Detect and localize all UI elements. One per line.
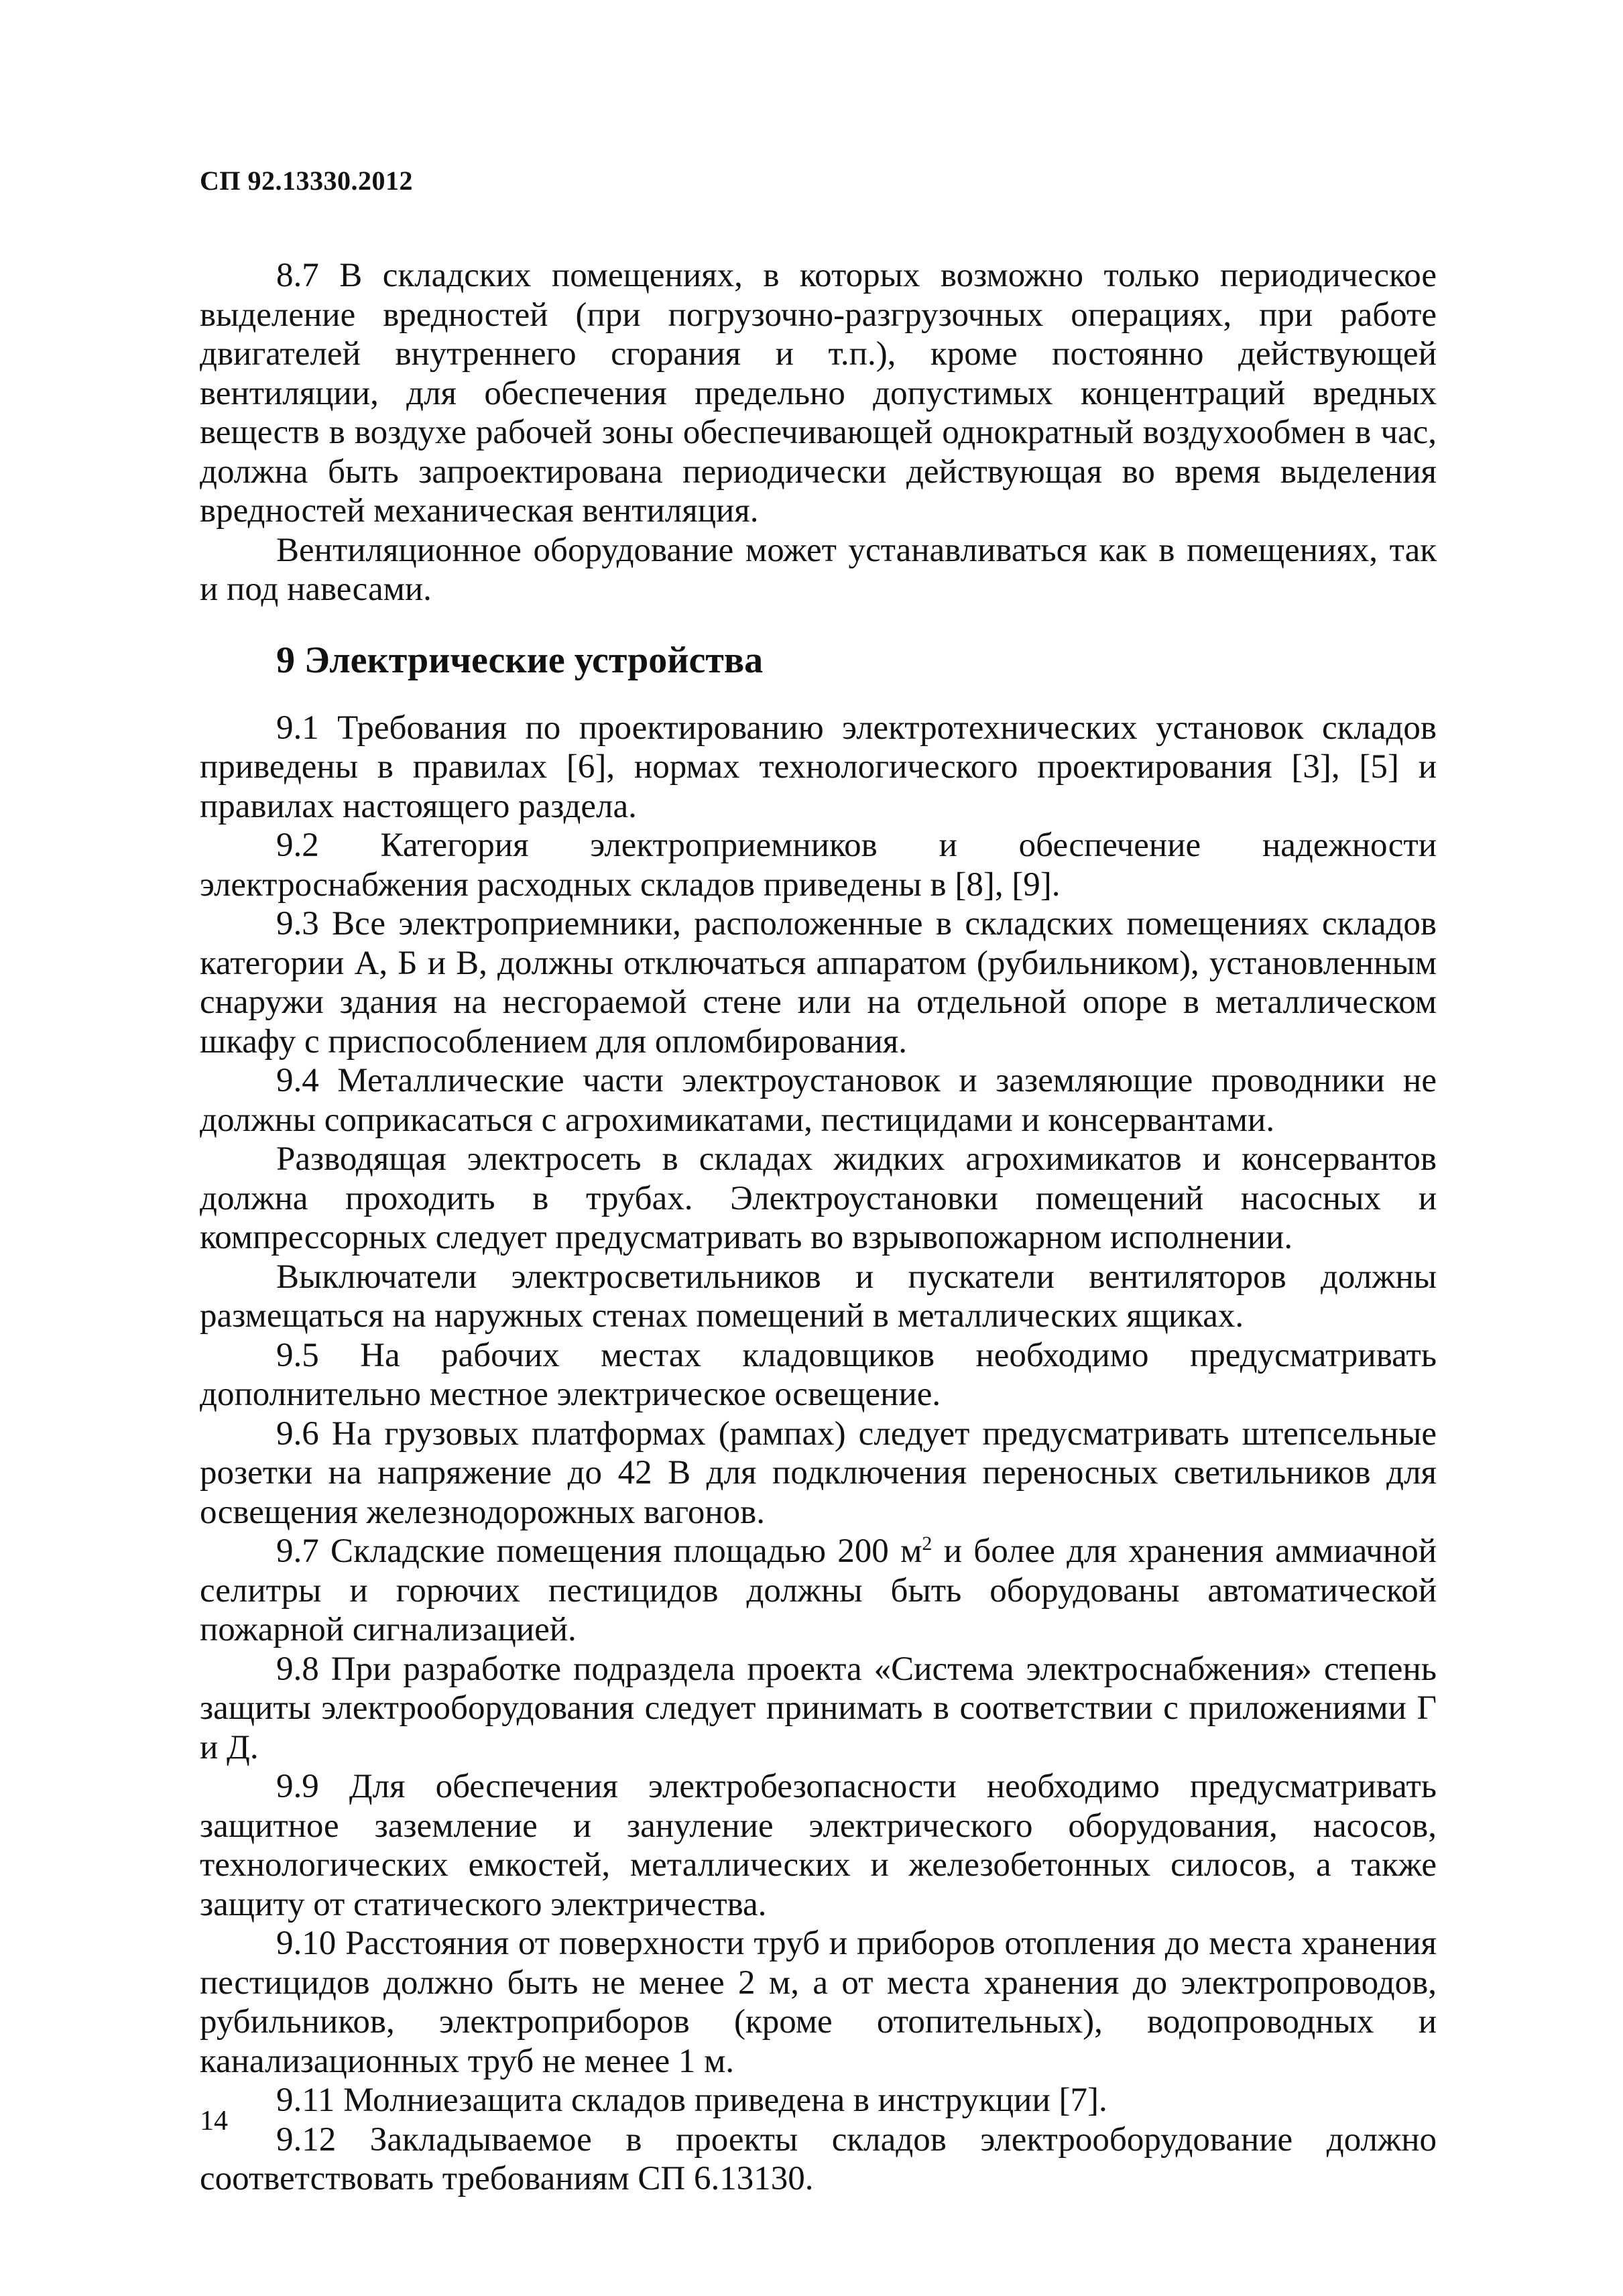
paragraph-9-2: 9.2 Категория электроприемников и обеспечение надежности электроснабжения расходных складов приведены в [8], [9]. <box>200 827 1437 904</box>
paragraph-9-5: 9.5 На рабочих местах кладовщиков необходимо предусматривать дополнительно местное электрическое освещение. <box>200 1336 1437 1413</box>
page-content <box>200 256 1437 2199</box>
section-heading-electrical-devices: 9 Электрические устройства <box>276 639 764 681</box>
paragraph-9-7-text-start: 9.7 Складские помещения площадью 200 м <box>276 1532 922 1570</box>
paragraph-9-8: 9.8 При разработке подраздела проекта «Система электроснабжения» степень защиты электрооборудования следует принимать в соответствии с приложениями Г и Д. <box>200 1650 1437 1766</box>
paragraph-9-4-wiring: Разводящая электросеть в складах жидких агрохимикатов и консервантов должна проходить в трубах. Электроустановки помещений насосных и компрессорных следует предусматривать во взрывопожарном исполнении. <box>200 1140 1437 1256</box>
paragraph-9-10: 9.10 Расстояния от поверхности труб и приборов отопления до места хранения пестицидов должно быть не менее 2 м, а от места хранения до электропроводов, рубильников, электроприборов (кроме отопительных), водопроводных и канализационных труб не менее 1 м. <box>200 1925 1437 2080</box>
square-meter-superscript: 2 <box>922 1532 933 1555</box>
paragraph-8-7-ventilation-equipment: Вентиляционное оборудование может устанавливаться как в помещениях, так и под навесами. <box>200 531 1437 608</box>
paragraph-9-3: 9.3 Все электроприемники, расположенные в складских помещениях складов категории А, Б и В, должны отключаться аппаратом (рубильником), установленным снаружи здания на несгораемой стене или на отдельной опоре в металлическом шкафу с приспособлением для опломбирования. <box>200 905 1437 1061</box>
paragraph-9-11: 9.11 Молниезащита складов приведена в инструкции [7]. <box>276 2081 1107 2119</box>
paragraph-9-4-switches: Выключатели электросветильников и пускатели вентиляторов должны размещаться на наружных стенах помещений в металлических ящиках. <box>200 1258 1437 1335</box>
paragraph-8-7: 8.7 В складских помещениях, в которых возможно только периодическое выделение вредностей (при погрузочно-разгрузочных операциях, при работе двигателей внутреннего сгорания и т.п.), кроме постоянно действующей вентиляции, для обеспечения предельно допустимых концентраций вредных веществ в воздухе рабочей зоны обеспечивающей однократный воздухообмен в час, должна быть запроектирована периодически действующая во время выделения вредностей механическая вентиляция. <box>200 257 1437 530</box>
document-code: СП 92.13330.2012 <box>200 166 413 196</box>
paragraph-9-1: 9.1 Требования по проектированию электротехнических установок складов приведены в правилах [6], нормах технологического проектирования [3], [5] и правилах настоящего раздела. <box>200 709 1437 825</box>
paragraph-9-4: 9.4 Металлические части электроустановок и заземляющие проводники не должны соприкасаться с агрохимикатами, пестицидами и консервантами. <box>200 1062 1437 1139</box>
page-number: 14 <box>200 2106 228 2136</box>
paragraph-9-7 <box>200 1532 1437 1650</box>
paragraph-9-9: 9.9 Для обеспечения электробезопасности необходимо предусматривать защитное заземление и зануление электрического оборудования, насосов, технологических емкостей, металлических и железобетонных силосов, а также защиту от статического электричества. <box>200 1768 1437 1923</box>
paragraph-9-6: 9.6 На грузовых платформах (рампах) следует предусматривать штепсельные розетки на напряжение до 42 В для подключения переносных светильников для освещения железнодорожных вагонов. <box>200 1414 1437 1531</box>
paragraph-9-12: 9.12 Закладываемое в проекты складов электрооборудование должно соответствовать требованиям СП 6.13130. <box>200 2120 1437 2197</box>
paragraph-9-7-text-end: и более для хранения аммиачной селитры и горючих пестицидов должны быть оборудованы автоматической пожарной сигнализацией. <box>200 1532 1437 1648</box>
